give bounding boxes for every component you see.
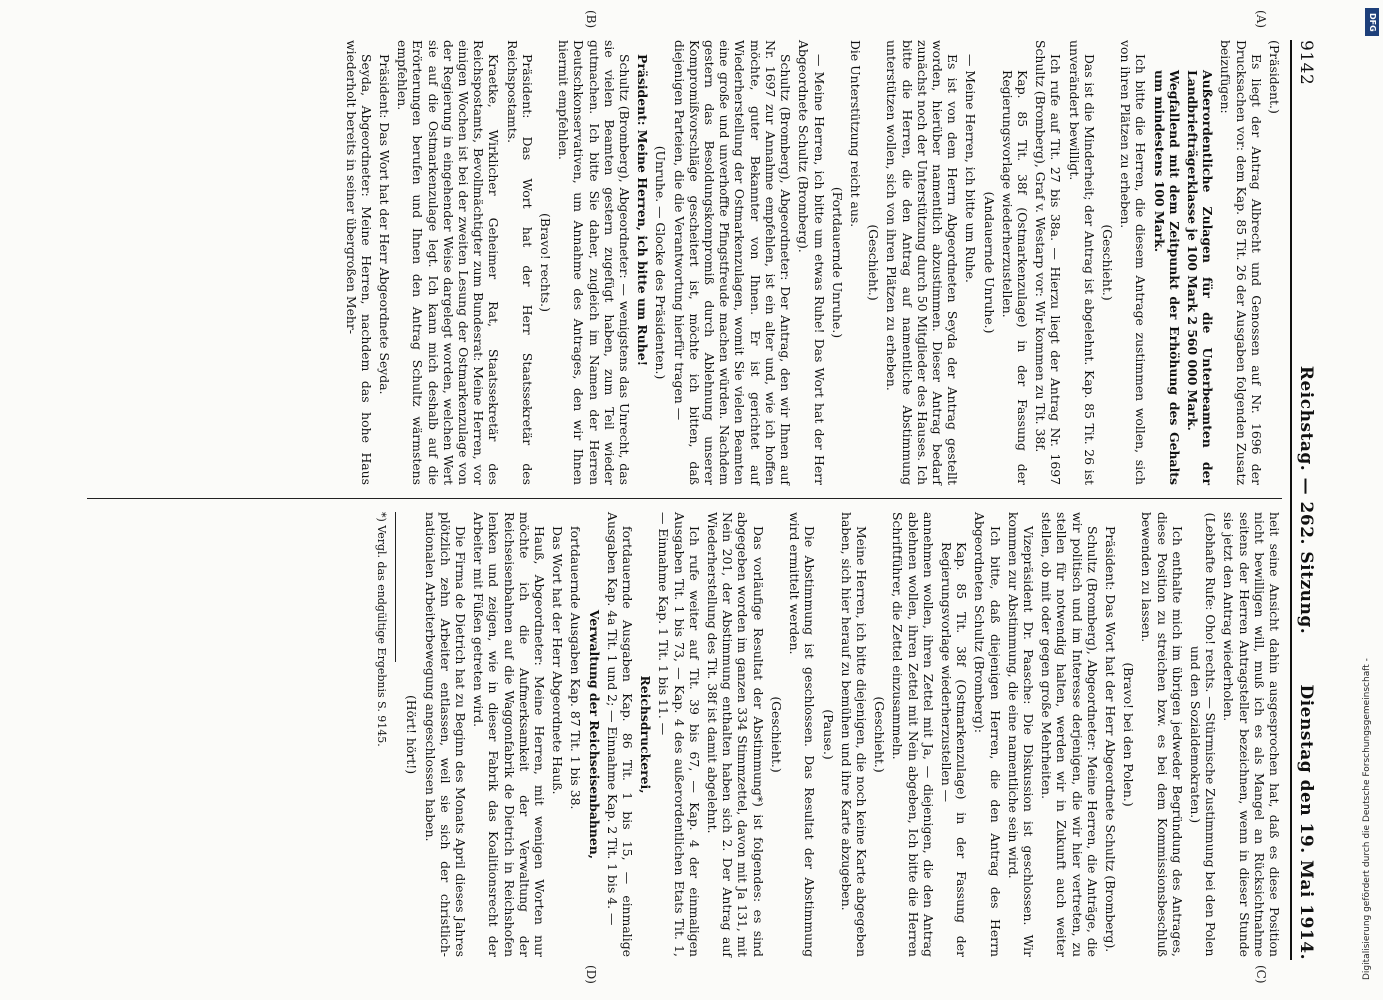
paragraph: Schultz (Bromberg), Abgeordneter: Meine Herren, die Anträge, die wir politisch und im Interesse derjenigen, die wir hier vertreten, zu stellen für notwendig halten, werden wir in Zukunft auch weiter stellen, ob mit oder gegen große Mehrheiten. — [1039, 512, 1100, 957]
paragraph: Präsident: Das Wort hat der Herr Abgeordnete Schultz (Bromberg). — [1102, 526, 1118, 953]
paragraph: (Geschieht.) — [768, 696, 784, 773]
session-date: Dienstag den 19. Mai 1914. — [1296, 684, 1316, 960]
paragraph: Ich enthalte mich im übrigen jedweder Begründung des Antrages, diese Position zu streichen bzw. es bei dem Kommissionsbeschluß bewenden zu lassen. — [1139, 512, 1185, 957]
running-header — [1290, 40, 1318, 960]
section-heading: Reichsdruckerei, — [638, 675, 654, 794]
dfg-logo: DFG — [1365, 8, 1379, 36]
paragraph: — Meine Herren, ich bitte um Ruhe. — [963, 54, 979, 283]
paragraph: Das vorläufige Resultat der Abstimmung*) ist folgendes: es sind abgegeben worden im ganzen 334 Stimmzettel, davon mit Ja 131, mit Nein 201, der Abstimmung enthalten haben sich 2. Der Antrag auf Wiederherstellung des Tit. 38f ist damit abgelehnt. — [705, 512, 766, 957]
paragraph: Kap. 85 Tit. 38f (Ostmarkenzulage) in der Fassung der Regierungsvorlage wiederherzustellen. — [999, 70, 1030, 485]
paragraph: (Unruhe. — Glocke des Präsidenten.) — [653, 145, 669, 380]
paragraph: (Geschieht.) — [872, 696, 888, 773]
paragraph: Wegfallend mit dem Zeitpunkt der Erhöhung des Gehalts um mindestens 100 Mark. — [1151, 70, 1182, 485]
paragraph: fortdauernde Ausgaben Kap. 86 Tit. 1 bis 15, — einmalige Ausgaben Kap. 4a Tit. 1 und 2; — Einnahme Kap. 2 Tit. 1 bis 4. — — [604, 512, 636, 957]
paragraph: Ich bitte die Herren, die diesem Antrage zustimmen wollen, sich von ihren Plätzen zu erheben. — [1118, 40, 1149, 485]
paragraph: (Lebhafte Rufe: Oho! rechts. — Stürmische Zustimmung bei den Polen und den Sozialdemokraten.) — [1187, 512, 1219, 957]
section-heading: Verwaltung der Reichseisenbahnen, — [586, 609, 602, 860]
margin-letter-c: (C) — [1254, 965, 1268, 984]
paragraph: heit seine Ansicht dahin ausgesprochen hat, daß es diese Position nicht bewilligen will, muß ich es als Mangel an Rücksichtnahme seitens der Herren Antragsteller bezeichnen, wenn in dieser Stunde sie jetzt den Antrag wiederholen. — [1221, 512, 1282, 957]
paragraph: Hauß, Abgeordneter: Meine Herren, mit wenigen Worten nur möchte ich die Aufmerksamkeit der Verwaltung der Reichseisenbahnen auf die Waggonfabrik de Dietrich in Reichshofen lenken und zeigen, wie in dieser Fabrik das Koalitionsrecht der Arbeiter mit Füßen getreten wird. — [471, 512, 548, 957]
paragraph: Ich rufe weiter auf Tit. 39 bis 67, — Kap. 4 der einmaligen Ausgaben Tit. 1 bis 73, — Kap. 4 des außerordentlichen Etats Tit. 1, — Einnahme Kap. 1 Tit. 1 bis 11. — — [656, 512, 702, 957]
paragraph: (Geschieht.) — [866, 224, 882, 301]
margin-letter-d: (D) — [584, 965, 598, 984]
paragraph: Das Wort hat der Herr Abgeordnete Hauß. — [550, 526, 566, 795]
paragraph: annehmen wollen, ihren Zettel mit Ja, — diejenigen, die den Antrag ablehnen wollen, ihren Zettel mit Nein abgeben, Ich bitte die Herren Schriftführer, die Zettel einzusammeln. — [890, 512, 936, 957]
paragraph: Präsident: Meine Herren, ich bitte um Ruhe! — [635, 54, 651, 367]
paragraph: — Meine Herren, ich bitte um etwas Ruhe! Das Wort hat der Herr Abgeordnete Schultz (Bromberg). — [796, 40, 827, 485]
column-divider — [87, 498, 1282, 499]
paragraph: Die Unterstützung reicht aus. — [847, 40, 863, 228]
paragraph: (Fortdauernde Unruhe.) — [829, 186, 845, 339]
paragraph: Vizepräsident Dr. Paasche: Die Diskussion ist geschlossen. Wir kommen zur Abstimmung, die eine namentliche sein wird. — [1005, 512, 1036, 957]
paragraph: Die Abstimmung ist geschlossen. Das Resultat der Abstimmung wird ermittelt werden. — [787, 512, 818, 957]
paragraph: Kap. 85 Tit. 38f (Ostmarkenzulage) in der Fassung der Regierungsvorlage wiederherzustellen — — [938, 542, 970, 957]
paragraph: Außerordentliche Zulagen für die Unterbeamten der Landbriefträgerklasse je 100 Mark 2 560 000 Mark. — [1184, 70, 1216, 485]
left-text-column — [340, 40, 1282, 485]
paragraph: Meine Herren, ich bitte diejenigen, die noch keine Karte abgegeben haben, sich hier herauf zu bemühen und ihre Karte abzugeben. — [838, 512, 869, 957]
session-title: Reichstag. — 262. Sitzung. — [1296, 365, 1316, 635]
paragraph: (Pause.) — [820, 709, 836, 760]
paragraph: (Geschieht.) — [1099, 224, 1115, 301]
paragraph: Präsident: Das Wort hat der Herr Staatssekretär des Reichspostamts. — [504, 40, 535, 485]
paragraph: (Andauernde Unruhe.) — [981, 191, 997, 334]
paragraph: Kraetke, Wirklicher Geheimer Rat, Staatssekretär des Reichspostamts, Bevollmächtigter zum Bundesrat: Meine Herren, vor einigen Wochen ist bei der zweiten Lesung der Ostmarkenzulage von der Regierung in eingehender Weise dargelegt worden, welchen Wert sie auf die Ostmarkenzulage legt. Ich kann mich deshalb auf die Erörterungen berufen und Ihnen den Antrag Schultz wärmstens empfehlen. — [395, 40, 502, 485]
paragraph: (Hört! hört!) — [404, 694, 420, 775]
paragraph: fortdauernde Ausgaben Kap. 87 Tit. 1 bis 38. — [568, 526, 584, 810]
right-text-column — [371, 512, 1282, 957]
rotated-document-page — [68, 10, 1318, 984]
paragraph: Es liegt der Antrag Albrecht und Genossen auf Nr. 1696 der Drucksachen vor: dem Kap. 85 Tit. 26 der Ausgaben folgenden Zusatz beizufügen: — [1218, 40, 1264, 485]
paragraph: Ich bitte, daß diejenigen Herren, die den Antrag des Herrn Abgeordneten Schultz (Bromberg): — [972, 512, 1003, 957]
page-number: 9142 — [1296, 40, 1316, 86]
margin-letter-a: (A) — [1254, 10, 1268, 29]
paragraph: Seyda, Abgeordneter: Meine Herren, nachdem das hohe Haus wiederholt bereits in seiner übergroßen Mehr- — [343, 40, 374, 485]
margin-letter-b: (B) — [584, 10, 598, 29]
paragraph: Ich rufe auf Tit. 27 bis 38a. — Hierzu liegt der Antrag Nr. 1697 Schultz (Bromberg), Graf v. Westarp vor: Wir kommen zu Tit. 38f. — [1033, 40, 1064, 485]
paragraph: (Bravo! rechts.) — [538, 213, 554, 312]
paragraph: Das ist die Minderheit; der Antrag ist abgelehnt. Kap. 85 Tit. 26 ist unverändert bewilligt. — [1066, 40, 1097, 485]
paragraph: Es ist von dem Herrn Abgeordneten Seyda der Antrag gestellt worden, hierüber namentlich abzustimmen. Dieser Antrag bedarf zunächst noch der Unterstützung durch 50 Mitglieder des Hauses. Ich bitte die Herren, die den Antrag auf namentliche Abstimmung unterstützen wollen, sich von ihren Plätzen zu erheben. — [884, 40, 961, 485]
paragraph: (Bravo! bei den Polen.) — [1121, 662, 1137, 807]
footnote-rule — [395, 512, 396, 662]
paragraph: Schultz (Bromberg), Abgeordneter: — wenigstens das Unrecht, das sie vielen Beamten gestern zugefügt haben, zum Teil wieder gutmachen. Ich bitte Sie daher, zugleich im Namen der Herren Deutschkonservativen, um Annahme des Antrages, den wir Ihnen hiermit empfehlen. — [556, 40, 633, 485]
credit-text: Digitalisierung gefördert durch die Deutsche Forschungsgemeinschaft - — [1362, 658, 1372, 980]
paragraph: Die Firma de Dietrich hat zu Beginn des Monats April dieses Jahres plötzlich zehn Arbeiter entlassen, weil sie sich der christlich-nationalen Arbeiterbewegung angeschlossen haben. — [422, 512, 469, 957]
paragraph: (Präsident.) — [1267, 40, 1282, 114]
paragraph: Schultz (Bromberg), Abgeordneter: Der Antrag, den wir Ihnen auf Nr. 1697 zur Annahme empfehlen, ist ein alter und, wie ich hoffen möchte, guter Bekannter von Ihnen. Er ist gerichtet auf Wiederherstellung der Ostmarkenzulagen, womit Sie vielen Beamten eine große und unverhoffte Pfingstfreude machen würden. Nachdem gestern das Besoldungskompromiß durch Ablehnung unserer Kompromißvorschläge gescheitert ist, möchte ich bitten, daß diejenigen Parteien, die die Verantwortung hierfür tragen — — [671, 40, 794, 485]
digitization-credit — [1340, 8, 1380, 992]
footnote: *) Vergl. das endgültige Ergebnis S. 9145. — [375, 512, 389, 747]
paragraph: Präsident: Das Wort hat der Herr Abgeordnete Seyda. — [377, 54, 393, 395]
